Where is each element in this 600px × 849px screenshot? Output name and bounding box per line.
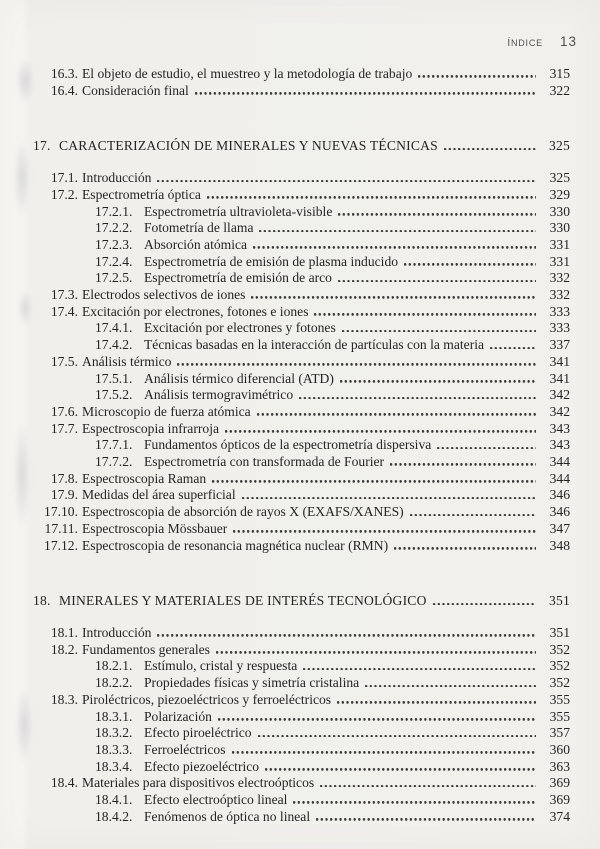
- toc-entry: [33, 792, 570, 809]
- entry-number: 18.2.1.: [95, 658, 133, 674]
- entry-title: Técnicas basadas en la interacción de partículas con la materia: [144, 337, 485, 353]
- toc-entry: [33, 337, 570, 354]
- entry-title: Espectroscopia Raman: [82, 470, 207, 486]
- entry-title: Medidas del área superficial: [82, 487, 236, 503]
- entry-title: Espectrometría de emisión de plasma inducido: [144, 253, 399, 269]
- entry-number: 18.1.: [50, 624, 78, 640]
- continuation-block: [33, 66, 570, 99]
- entry-number: 17.2.3.: [95, 236, 133, 252]
- dot-leader: [314, 312, 536, 316]
- toc-entry: [33, 759, 570, 776]
- toc-entry: [33, 320, 570, 337]
- entry-number: 17.2.5.: [95, 270, 133, 286]
- entry-page-number: 325: [549, 170, 570, 186]
- entry-page-number: 363: [549, 758, 570, 774]
- entry-number: 17.7.1.: [95, 437, 133, 453]
- toc-entry: [33, 725, 570, 742]
- entry-number: 17.5.2.: [95, 387, 133, 403]
- entry-title: Fundamentos ópticos de la espectrometría dispersiva: [144, 437, 432, 453]
- entry-title: Absorción atómica: [144, 236, 248, 252]
- chapter-title: CARACTERIZACIÓN DE MINERALES Y NUEVAS TÉCNICAS: [59, 138, 438, 154]
- entry-title: Análisis térmico: [82, 353, 172, 369]
- toc-entry: [33, 83, 570, 100]
- entry-title: Efecto piezoeléctrico: [144, 758, 260, 774]
- entry-title: Análisis térmico diferencial (ATD): [144, 370, 334, 386]
- toc-entry: [33, 270, 570, 287]
- entry-title: Fundamentos generales: [82, 641, 210, 657]
- entry-number: 17.9.: [50, 487, 78, 503]
- dot-leader: [157, 178, 536, 182]
- dot-leader: [225, 429, 536, 433]
- entry-number: 17.3.: [50, 287, 78, 303]
- toc-entry: [33, 454, 570, 471]
- toc-entry: [33, 204, 570, 221]
- entry-page-number: 325: [549, 138, 570, 154]
- chapter-block: [33, 138, 570, 554]
- entry-page-number: 352: [549, 641, 570, 657]
- dot-leader: [418, 74, 536, 78]
- folio-page-number: 13: [559, 34, 577, 49]
- toc-entry: [33, 521, 570, 538]
- entry-title: Propiedades físicas y simetría cristalina: [144, 675, 360, 691]
- entry-page-number: 360: [549, 741, 570, 757]
- entry-page-number: 352: [549, 675, 570, 691]
- entry-title: Introducción: [82, 624, 152, 640]
- dot-leader: [232, 750, 536, 754]
- entry-title: Espectrometría ultravioleta-visible: [144, 203, 333, 219]
- entry-title: Fotometría de llama: [144, 220, 254, 236]
- dot-leader: [233, 529, 536, 533]
- chapter-block: [33, 593, 570, 825]
- entry-page-number: 344: [549, 470, 570, 486]
- dot-leader: [242, 495, 536, 499]
- entry-page-number: 342: [549, 403, 570, 419]
- dot-leader: [299, 395, 536, 399]
- dot-leader: [433, 601, 536, 605]
- entry-number: 17.5.: [50, 353, 78, 369]
- running-title: índice: [507, 33, 543, 49]
- dot-leader: [365, 683, 536, 687]
- dot-leader: [218, 717, 536, 721]
- dot-leader: [303, 666, 536, 670]
- entry-number: 17.4.1.: [95, 320, 133, 336]
- entry-page-number: 369: [549, 775, 570, 791]
- toc-entry: [33, 170, 570, 187]
- entry-page-number: 344: [549, 454, 570, 470]
- entry-title: Espectrometría óptica: [82, 186, 201, 202]
- entry-number: 17.5.1.: [95, 370, 133, 386]
- dot-leader: [251, 295, 536, 299]
- toc-entry: [33, 187, 570, 204]
- entry-title: Efecto electroóptico lineal: [144, 792, 288, 808]
- entry-title: Efecto piroeléctrico: [144, 725, 252, 741]
- entry-number: 17.11.: [44, 520, 78, 536]
- toc-entry: [33, 220, 570, 237]
- entry-title: Espectroscopia infrarroja: [82, 420, 220, 436]
- toc-entry: [33, 354, 570, 371]
- toc-entry: [33, 709, 570, 726]
- toc-entry: [33, 675, 570, 692]
- entry-title: Consideración final: [82, 82, 189, 98]
- toc-entry: [33, 775, 570, 792]
- toc-entry: [33, 304, 570, 321]
- entry-page-number: 341: [549, 370, 570, 386]
- entry-page-number: 342: [549, 387, 570, 403]
- entry-page-number: 330: [549, 220, 570, 236]
- entry-title: Ferroeléctricos: [144, 741, 226, 757]
- entry-number: 17.12.: [44, 537, 78, 553]
- dot-leader: [195, 91, 536, 95]
- entry-number: 18.3.3.: [95, 741, 133, 757]
- entry-page-number: 341: [549, 353, 570, 369]
- running-header: [33, 33, 577, 49]
- entry-page-number: 355: [549, 691, 570, 707]
- entry-number: 17.2.4.: [95, 253, 133, 269]
- entry-number: 17.2.1.: [95, 203, 133, 219]
- dot-leader: [404, 262, 536, 266]
- dot-leader: [444, 146, 536, 150]
- toc-entry: [33, 487, 570, 504]
- entry-number: 17.7.: [50, 420, 78, 436]
- dot-leader: [338, 212, 536, 216]
- entry-page-number: 347: [549, 520, 570, 536]
- entry-title: Espectrometría con transformada de Fourier: [144, 454, 385, 470]
- entry-title: Espectroscopia de absorción de rayos X (EXAFS/XANES): [82, 504, 404, 520]
- dot-leader: [212, 479, 536, 483]
- entry-number: 17.6.: [50, 403, 78, 419]
- dot-leader: [259, 228, 536, 232]
- table-of-contents: [33, 66, 570, 825]
- entry-number: 17.2.2.: [95, 220, 133, 236]
- toc-entry: [33, 287, 570, 304]
- dot-leader: [265, 767, 536, 771]
- entry-page-number: 330: [549, 203, 570, 219]
- entry-title: Introducción: [82, 170, 152, 186]
- dot-leader: [157, 633, 536, 637]
- dot-leader: [437, 445, 536, 449]
- entry-number: 18.3.4.: [95, 758, 133, 774]
- toc-entry: [33, 437, 570, 454]
- entry-number: 18.4.: [50, 775, 78, 791]
- dot-leader: [316, 817, 536, 821]
- dot-leader: [340, 379, 536, 383]
- chapter-heading: [33, 138, 570, 155]
- toc-entry: [33, 625, 570, 642]
- entry-number: 18.: [33, 593, 51, 609]
- entry-page-number: 369: [549, 792, 570, 808]
- entry-page-number: 343: [549, 437, 570, 453]
- entry-page-number: 355: [549, 708, 570, 724]
- entry-title: Electrodos selectivos de iones: [82, 287, 246, 303]
- entry-page-number: 351: [549, 593, 570, 609]
- entry-title: Excitación por electrones, fotones e iones: [82, 303, 309, 319]
- chapter-title: MINERALES Y MATERIALES DE INTERÉS TECNOLÓGICO: [59, 593, 427, 609]
- entry-number: 17.7.2.: [95, 454, 133, 470]
- dot-leader: [338, 278, 536, 282]
- dot-leader: [258, 733, 536, 737]
- dot-leader: [342, 328, 536, 332]
- toc-entry: [33, 742, 570, 759]
- entry-title: Espectroscopia de resonancia magnética nuclear (RMN): [82, 537, 389, 553]
- dot-leader: [320, 783, 536, 787]
- entry-page-number: 348: [549, 537, 570, 553]
- toc-entry: [33, 642, 570, 659]
- toc-entry: [33, 404, 570, 421]
- toc-entry: [33, 658, 570, 675]
- entry-number: 17.: [33, 138, 51, 154]
- entry-page-number: 333: [549, 320, 570, 336]
- entry-title: Polarización: [144, 708, 212, 724]
- chapter-heading: [33, 593, 570, 610]
- toc-entry: [33, 237, 570, 254]
- entry-page-number: 331: [549, 253, 570, 269]
- entry-page-number: 374: [549, 808, 570, 824]
- entry-page-number: 331: [549, 236, 570, 252]
- entry-number: 17.4.2.: [95, 337, 133, 353]
- entry-title: Espectroscopia Mössbauer: [82, 520, 228, 536]
- dot-leader: [207, 195, 536, 199]
- dot-leader: [293, 800, 536, 804]
- entry-page-number: 322: [549, 82, 570, 98]
- dot-leader: [394, 546, 536, 550]
- entry-title: Análisis termogravimétrico: [144, 387, 294, 403]
- entry-page-number: 329: [549, 186, 570, 202]
- dot-leader: [253, 245, 536, 249]
- entry-title: Fenómenos de óptica no lineal: [144, 808, 311, 824]
- entry-page-number: 351: [549, 624, 570, 640]
- entry-number: 18.2.: [50, 641, 78, 657]
- entry-title: Estímulo, cristal y respuesta: [144, 658, 298, 674]
- entry-page-number: 332: [549, 287, 570, 303]
- entry-page-number: 337: [549, 337, 570, 353]
- toc-entry: [33, 254, 570, 271]
- dot-leader: [257, 412, 536, 416]
- dot-leader: [337, 700, 536, 704]
- entry-number: 17.8.: [50, 470, 78, 486]
- entry-page-number: 346: [549, 504, 570, 520]
- dot-leader: [177, 362, 536, 366]
- entry-number: 16.3.: [50, 66, 78, 81]
- toc-entry: [33, 371, 570, 388]
- toc-entry: [33, 421, 570, 438]
- entry-page-number: 346: [549, 487, 570, 503]
- toc-entry: [33, 471, 570, 488]
- dot-leader: [410, 512, 536, 516]
- toc-entry: [33, 504, 570, 521]
- entry-title: Excitación por electrones y fotones: [144, 320, 336, 336]
- entry-number: 17.1.: [50, 170, 78, 186]
- entry-number: 18.3.: [50, 691, 78, 707]
- entry-number: 18.3.1.: [95, 708, 133, 724]
- entry-number: 18.2.2.: [95, 675, 133, 691]
- entry-title: Espectrometría de emisión de arco: [144, 270, 332, 286]
- entry-page-number: 333: [549, 303, 570, 319]
- entry-page-number: 332: [549, 270, 570, 286]
- dot-leader: [490, 345, 536, 349]
- toc-entry: [33, 692, 570, 709]
- dot-leader: [390, 462, 536, 466]
- entry-page-number: 357: [549, 725, 570, 741]
- toc-entry: [33, 66, 570, 83]
- entry-number: 17.4.: [50, 303, 78, 319]
- entry-number: 18.4.1.: [95, 792, 133, 808]
- toc-entry: [33, 809, 570, 826]
- entry-page-number: 343: [549, 420, 570, 436]
- toc-entry: [33, 387, 570, 404]
- entry-number: 17.2.: [50, 186, 78, 202]
- entry-number: 17.10.: [44, 504, 78, 520]
- dot-leader: [216, 650, 536, 654]
- entry-title: El objeto de estudio, el muestreo y la metodología de trabajo: [82, 66, 413, 81]
- entry-page-number: 352: [549, 658, 570, 674]
- entry-title: Piroléctricos, piezoeléctricos y ferroeléctricos: [82, 691, 332, 707]
- entry-number: 16.4.: [50, 82, 78, 98]
- entry-number: 18.3.2.: [95, 725, 133, 741]
- entry-title: Microscopio de fuerza atómica: [82, 403, 251, 419]
- entry-page-number: 315: [549, 66, 570, 81]
- toc-entry: [33, 538, 570, 555]
- entry-number: 18.4.2.: [95, 808, 133, 824]
- entry-title: Materiales para dispositivos electroópticos: [82, 775, 315, 791]
